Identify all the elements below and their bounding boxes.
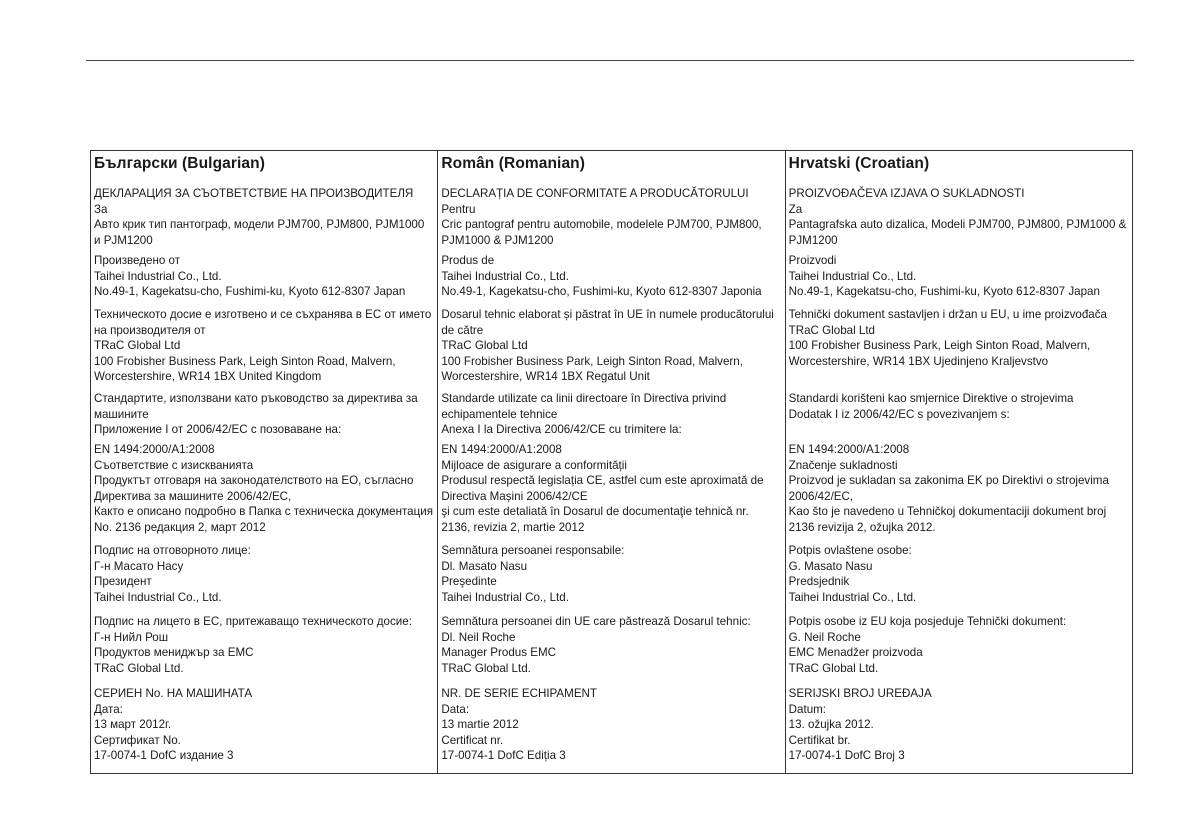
section-line: Dosarul tehnic elaborat și păstrat în UE în numele producătorului de către xyxy=(441,308,774,337)
declaration-section xyxy=(441,186,780,248)
section-line: Certificat nr. xyxy=(441,733,504,747)
conformity-section xyxy=(441,442,780,535)
section-line: 17-0074-1 DofC Ediția 3 xyxy=(441,749,566,763)
section-line: 13 martie 2012 xyxy=(441,718,519,732)
column-romanian xyxy=(438,151,785,773)
section-line: Za xyxy=(788,202,803,216)
section-line: EN 1494:2000/A1:2008 xyxy=(94,443,215,456)
column-title: Hrvatski (Croatian) xyxy=(788,155,930,172)
section-line: TRaC Global Ltd. xyxy=(94,661,184,675)
standards-section xyxy=(94,391,433,438)
standards-section xyxy=(789,391,1128,438)
technical-file-section xyxy=(441,307,780,386)
section-line: 100 Frobisher Business Park, Leigh Sinton Road, Malvern, Worcestershire, WR14 1BX Ujedinjeno Kraljevstvo xyxy=(788,339,1091,368)
section-line: Značenje sukladnosti xyxy=(788,458,898,472)
conformity-section xyxy=(789,442,1128,535)
section-line: No.49-1, Kagekatsu-cho, Fushimi-ku, Kyoto 612-8307 Japonia xyxy=(441,285,762,299)
column-title: Român (Romanian) xyxy=(441,155,586,172)
section-line: TRaC Global Ltd xyxy=(441,339,528,353)
section-line: Taihei Industrial Co., Ltd. xyxy=(441,590,569,604)
section-line: 17-0074-1 DofC Broj 3 xyxy=(788,749,905,763)
top-divider-line xyxy=(86,60,1134,61)
section-line: Авто крик тип пантограф, модели PJM700, PJM800, PJM1000 и PJM1200 xyxy=(94,218,425,247)
section-line: TRaC Global Ltd xyxy=(94,339,181,353)
section-line: Dl. Neil Roche xyxy=(441,630,516,644)
responsible-signature-section xyxy=(441,543,780,605)
section-line: Manager Produs EMC xyxy=(441,646,557,660)
section-line: Preşedinte xyxy=(441,575,497,589)
technical-file-section xyxy=(94,307,433,386)
section-line: NR. DE SERIE ECHIPAMENT xyxy=(441,687,598,700)
section-line: EMC Menadžer proizvoda xyxy=(788,646,923,660)
section-line: Г-н Нийл Рош xyxy=(94,630,169,644)
column-croatian xyxy=(786,151,1132,773)
section-line: Произведено от xyxy=(94,254,181,267)
serial-date-section xyxy=(94,686,433,764)
section-line: Potpis ovlaštene osobe: xyxy=(788,544,912,557)
section-line: За xyxy=(94,202,108,216)
section-line: Potpis osobe iz EU koja posjeduje Tehnički dokument: xyxy=(788,615,1067,628)
section-line: Produsul respectă legislația CE, astfel cum este aproximată de Directiva Mașini 2006/42/CE xyxy=(441,474,764,503)
section-line: 13 март 2012г. xyxy=(94,718,172,732)
eu-holder-signature-section xyxy=(441,614,780,676)
section-line: Dl. Masato Nasu xyxy=(441,559,528,573)
section-line: şi cum este detaliată în Dosarul de documentaţie tehnică nr. 2136, revizia 2, martie 2012 xyxy=(441,505,749,534)
section-line: Dodatak I iz 2006/42/EC s povezivanjem s: xyxy=(788,407,1010,421)
section-line: Taihei Industrial Co., Ltd. xyxy=(788,590,917,604)
manufacturer-section xyxy=(441,253,780,301)
serial-date-section xyxy=(789,686,1128,764)
column-title: Български (Bulgarian) xyxy=(94,155,265,172)
section-line: Standarde utilizate ca linii directoare în Directiva privind echipamentele tehnice xyxy=(441,392,727,421)
section-line: Стандартите, използвани като ръководство за директива за машините xyxy=(94,392,418,421)
section-line: Дата: xyxy=(94,702,123,716)
section-line: 17-0074-1 DofC издание 3 xyxy=(94,749,234,763)
section-line: Сертификат No. xyxy=(94,733,181,747)
section-line: TRaC Global Ltd. xyxy=(788,661,879,675)
eu-holder-signature-section xyxy=(789,614,1128,676)
declaration-table xyxy=(90,150,1133,774)
section-line: ДЕКЛАРАЦИЯ ЗА СЪОТВЕТСТВИЕ НА ПРОИЗВОДИТЕЛЯ xyxy=(94,187,414,200)
section-line: No.49-1, Kagekatsu-cho, Fushimi-ku, Kyoto 612-8307 Japan xyxy=(94,285,406,299)
section-line: Taihei Industrial Co., Ltd. xyxy=(788,269,917,283)
technical-file-section xyxy=(789,307,1128,386)
eu-holder-signature-section xyxy=(94,614,433,676)
section-line: Proizvod je sukladan sa zakonima EK po Direktivi o strojevima 2006/42/EC, xyxy=(788,474,1109,503)
section-line: Президент xyxy=(94,575,152,589)
section-line: Cric pantograf pentru automobile, modelele PJM700, PJM800, PJM1000 & PJM1200 xyxy=(441,218,762,247)
section-line: Pantagrafska auto dizalica, Modeli PJM700, PJM800, PJM1000 & PJM1200 xyxy=(788,218,1127,247)
section-line: Съответствие с изискванията xyxy=(94,458,254,472)
section-line: Техническото досие е изготвено и се съхранява в ЕС от името на производителя от xyxy=(94,308,432,337)
section-line: Продуктът отговаря на законодателството на ЕО, съгласно Директива за машините 2006/42/ЕС, xyxy=(94,474,414,503)
section-line: Продуктов мениджър за EMC xyxy=(94,646,254,660)
serial-date-section xyxy=(441,686,780,764)
section-line: Datum: xyxy=(788,702,827,716)
section-line: PROIZVOĐAČEVA IZJAVA O SUKLADNOSTI xyxy=(788,187,1025,200)
section-line: СЕРИЕН No. НА МАШИНАТА xyxy=(94,687,253,700)
section-line: Подпис на лицето в ЕС, притежаващо техническото досие: xyxy=(94,615,412,628)
section-line: 100 Frobisher Business Park, Leigh Sinton Road, Malvern, Worcestershire, WR14 1BX Regatul Unit xyxy=(441,354,743,384)
section-line: EN 1494:2000/A1:2008 xyxy=(788,443,910,456)
section-line: Kao što je navedeno u Tehničkoj dokumentaciji dokument broj 2136 revizija 2, ožujka 2012. xyxy=(788,505,1107,534)
responsible-signature-section xyxy=(789,543,1128,605)
section-line: SERIJSKI BROJ UREĐAJA xyxy=(788,687,932,700)
section-line: G. Neil Roche xyxy=(788,630,861,644)
section-line: Produs de xyxy=(441,254,495,267)
section-line: DECLARAȚIA DE CONFORMITATE A PRODUCĂTORULUI xyxy=(441,187,749,200)
section-line: Mijloace de asigurare a conformității xyxy=(441,458,627,472)
declaration-section xyxy=(94,186,433,248)
section-line: Tehnički dokument sastavljen i držan u EU, u ime proizvođača xyxy=(788,308,1107,321)
section-line: No.49-1, Kagekatsu-cho, Fushimi-ku, Kyoto 612-8307 Japan xyxy=(788,285,1100,299)
section-line: Semnătura persoanei responsabile: xyxy=(441,544,625,557)
section-line: Data: xyxy=(441,702,470,716)
section-line: Anexa I la Directiva 2006/42/CE cu trimitere la: xyxy=(441,423,682,437)
section-line: Semnătura persoanei din UE care păstrează Dosarul tehnic: xyxy=(441,615,751,628)
declaration-section xyxy=(789,186,1128,248)
section-line: TRaC Global Ltd. xyxy=(441,661,531,675)
section-line: Predsjednik xyxy=(788,575,850,589)
section-line: TRaC Global Ltd xyxy=(788,323,876,337)
section-line: Taihei Industrial Co., Ltd. xyxy=(94,590,222,604)
section-line: Г-н Масато Насу xyxy=(94,559,184,573)
section-line: 13. ožujka 2012. xyxy=(788,718,874,732)
manufacturer-section xyxy=(789,253,1128,301)
section-line: Standardi korišteni kao smjernice Direktive o strojevima xyxy=(788,392,1074,405)
conformity-section xyxy=(94,442,433,535)
section-line: Подпис на отговорното лице: xyxy=(94,544,251,557)
section-line: Приложение I от 2006/42/ЕС с позоваване на: xyxy=(94,423,342,437)
section-line: 100 Frobisher Business Park, Leigh Sinton Road, Malvern, Worcestershire, WR14 1BX United Kingdom xyxy=(94,354,396,384)
section-line: Pentru xyxy=(441,202,476,216)
manufacturer-section xyxy=(94,253,433,301)
section-line: Както е описано подробно в Папка с техническа документация No. 2136 редакция 2, март 2012 xyxy=(94,505,433,534)
section-line: Proizvodi xyxy=(788,254,837,267)
responsible-signature-section xyxy=(94,543,433,605)
section-line: Taihei Industrial Co., Ltd. xyxy=(94,269,222,283)
standards-section xyxy=(441,391,780,438)
section-line: Taihei Industrial Co., Ltd. xyxy=(441,269,569,283)
section-line: EN 1494:2000/A1:2008 xyxy=(441,443,562,456)
section-line: Certifikat br. xyxy=(788,733,851,747)
section-line: G. Masato Nasu xyxy=(788,559,873,573)
column-bulgarian xyxy=(91,151,438,773)
